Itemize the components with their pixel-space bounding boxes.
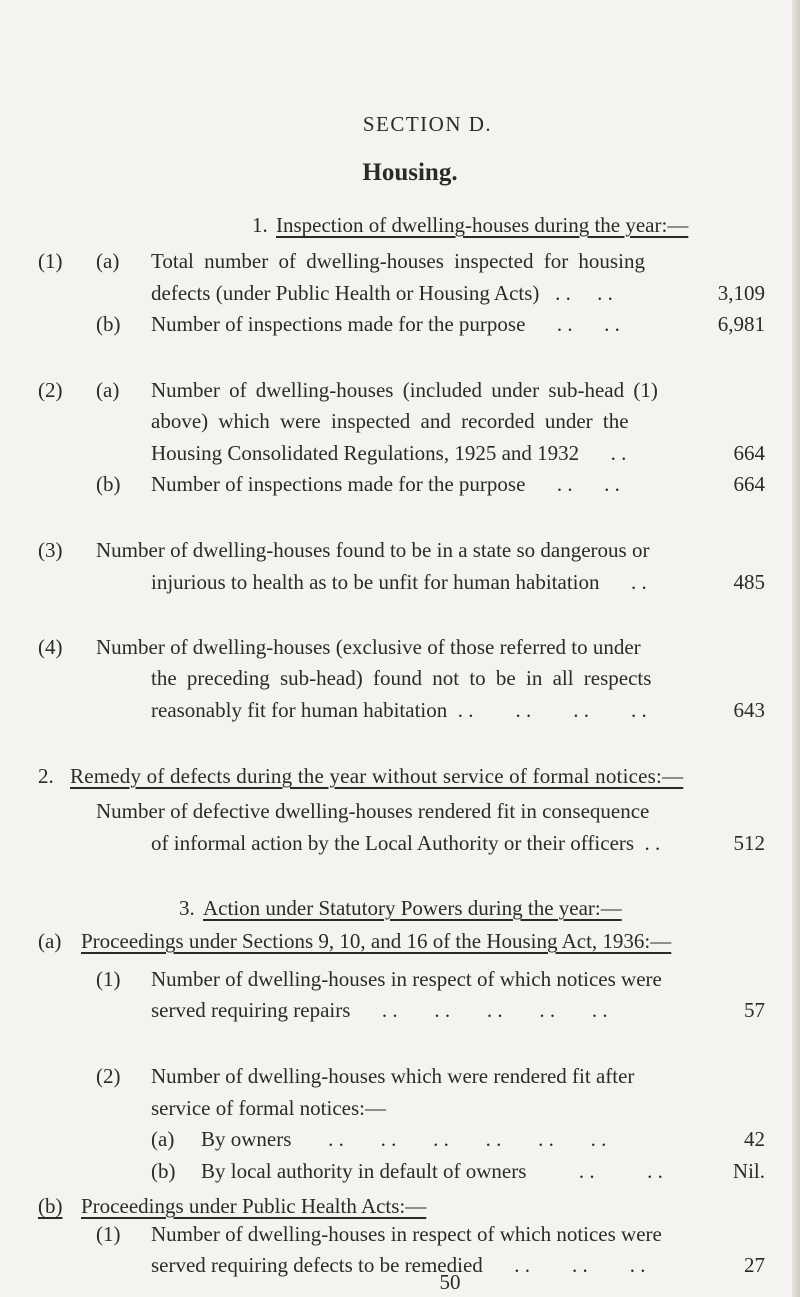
item-number: (3) [38, 538, 63, 562]
text-line: Number of inspections made for the purpose . . . . [151, 472, 620, 496]
value: 664 [733, 472, 765, 496]
item-number: (2) [38, 378, 63, 402]
part1-heading: Inspection of dwelling-houses during the year:— [276, 213, 689, 237]
text-line: the preceding sub-head) found not to be in all respects [151, 666, 652, 690]
text-line: Number of inspections made for the purpose . . . . [151, 312, 620, 336]
text-line: Number of dwelling-houses (included under sub-head (1) [151, 378, 658, 402]
page-title: Housing. [362, 159, 458, 186]
page-edge-shadow [792, 0, 800, 1297]
text-line: Number of defective dwelling-houses rendered fit in consequence [96, 799, 650, 823]
part2-heading: Remedy of defects during the year without service of formal notices:— [70, 764, 684, 788]
sub-label: (a) [151, 1127, 175, 1151]
part3-number: 3. [179, 896, 195, 920]
part2-number: 2. [38, 764, 54, 788]
sub-label: (a) [96, 249, 120, 273]
value: 664 [733, 441, 765, 465]
text-line: Number of dwelling-houses in respect of which notices were [151, 1222, 662, 1246]
text-line: reasonably fit for human habitation . . . . . . . . [151, 698, 647, 722]
text-line: Housing Consolidated Regulations, 1925 and 1932 . . [151, 441, 627, 465]
sub-label: (b) [96, 472, 121, 496]
section-title: SECTION D. [362, 112, 493, 136]
value: 512 [733, 831, 765, 855]
value: Nil. [732, 1159, 765, 1183]
text-line: Number of dwelling-houses found to be in a state so dangerous or [96, 538, 650, 562]
text-line: served requiring repairs . . . . . . . . . . [151, 998, 608, 1022]
value: 3,109 [717, 281, 765, 305]
text-line: By owners . . . . . . . . . . . . [201, 1127, 607, 1151]
text-line: served requiring defects to be remedied . . . . . . [151, 1253, 646, 1277]
text-line: defects (under Public Health or Housing Acts) . . . . [151, 281, 613, 305]
item-number: (1) [96, 967, 121, 991]
text-line: above) which were inspected and recorded under the [151, 409, 629, 433]
sub-label: (b) [38, 1194, 63, 1218]
value: 42 [744, 1127, 765, 1151]
text-line: service of formal notices:— [151, 1096, 386, 1120]
item-number: (1) [96, 1222, 121, 1246]
part3a-heading: Proceedings under Sections 9, 10, and 16 of the Housing Act, 1936:— [81, 929, 672, 953]
item-number: (2) [96, 1064, 121, 1088]
part3b-heading: Proceedings under Public Health Acts:— [81, 1194, 427, 1218]
sub-label: (b) [96, 312, 121, 336]
value: 485 [733, 570, 765, 594]
text-line: Number of dwelling-houses (exclusive of those referred to under [96, 635, 641, 659]
page-number: 50 [439, 1270, 461, 1294]
value: 27 [744, 1253, 765, 1277]
value: 6,981 [717, 312, 765, 336]
text-line: of informal action by the Local Authority or their officers . . [151, 831, 661, 855]
text-line: Number of dwelling-houses which were rendered fit after [151, 1064, 635, 1088]
sub-label: (a) [38, 929, 62, 953]
sub-label: (b) [151, 1159, 176, 1183]
part3-heading: Action under Statutory Powers during the year:— [203, 896, 622, 920]
text-line: Number of dwelling-houses in respect of which notices were [151, 967, 662, 991]
text-line: injurious to health as to be unfit for human habitation . . [151, 570, 647, 594]
value: 643 [733, 698, 765, 722]
sub-label: (a) [96, 378, 120, 402]
part1-number: 1. [252, 213, 268, 237]
text-line: Total number of dwelling-houses inspected for housing [151, 249, 645, 273]
item-number: (4) [38, 635, 63, 659]
item-number: (1) [38, 249, 63, 273]
value: 57 [744, 998, 765, 1022]
text-line: By local authority in default of owners . . . . [201, 1159, 663, 1183]
